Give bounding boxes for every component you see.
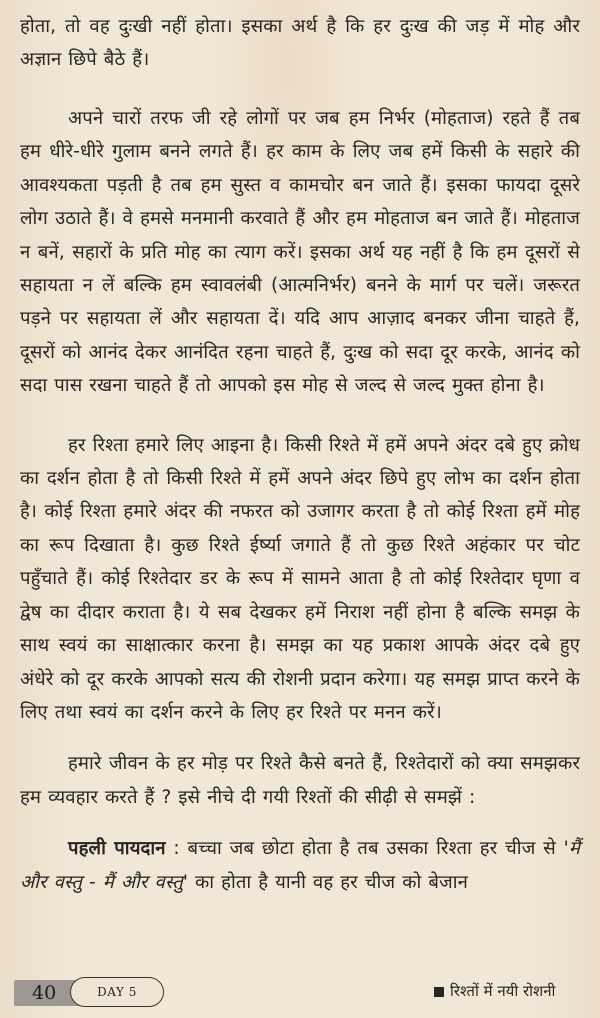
- chapter-title: रिश्तों में नयी रोशनी: [450, 982, 556, 1000]
- square-bullet-icon: [434, 987, 444, 997]
- body-text: [20, 10, 580, 899]
- day-badge: DAY 5: [70, 977, 164, 1007]
- paragraph-2: अपने चारों तरफ जी रहे लोगों पर जब हम निर्भर (मोहताज) रहते हैं तब हम धीरे-धीरे गुलाम बनने लगते हैं। हर काम के लिए जब हमें किसी के सहारे की आवश्यकता पड़ती है तब हम सुस्त व कामचोर बन जाते हैं। इसका फायदा दूसरे लोग उठाते हैं। वे हमसे मनमानी करवाते हैं और हम मोहताज बन जाते हैं। मोहताज न बनें, सहारों के प्रति मोह का त्याग करें। इसका अर्थ यह नहीं है कि हम दूसरों से सहायता न लें बल्कि हम स्वावलंबी (आत्मनिर्भर) बनने के मार्ग पर चलें। जरूरत पड़ने पर सहायता लें और सहायता दें। यदि आप आज़ाद बनकर जीना चाहते हैं, दूसरों को आनंद देकर आनंदित रहना चाहते हैं, दुःख को सदा दूर करके, आनंद को सदा पास रखना चाहते हैं तो आपको इस मोह से जल्द से जल्द मुक्त होना है।: [20, 108, 580, 397]
- paragraph-4: हमारे जीवन के हर मोड़ पर रिश्ते कैसे बनते हैं, रिश्तेदारों को क्या समझकर हम व्यवहार करते हैं ? इसे नीचे दी गयी रिश्तों की सीढ़ी से समझें :: [20, 753, 580, 808]
- paragraph-5: [20, 832, 580, 899]
- step-heading: पहली पायदान: [68, 838, 166, 860]
- step-text-1: : बच्चा जब छोटा होता है तब उसका रिश्ता हर चीज से: [165, 838, 564, 860]
- step-text-2: का होता है यानी वह हर चीज को बेजान: [188, 871, 468, 893]
- paragraph-1: होता, तो वह दुःखी नहीं होता। इसका अर्थ है कि हर दुःख की जड़ में मोह और अज्ञान छिपे बैठे हैं।: [20, 16, 580, 71]
- paragraph-3: हर रिश्ता हमारे लिए आइना है। किसी रिश्ते में हमें अपने अंदर दबे हुए क्रोध का दर्शन होता है तो किसी रिश्ते में हमें अपने अंदर छिपे हुए लोभ का दर्शन होता है। कोई रिश्ता हमारे अंदर की नफरत को उजागर करता है तो कोई रिश्ता हमें मोह का रूप दिखाता है। कुछ रिश्ते ईर्ष्या जगाते हैं तो कुछ रिश्ते अहंकार पर चोट पहुँचाते हैं। कोई रिश्तेदार डर के रूप में सामने आता है तो कोई रिश्तेदार घृणा व द्वेष का दीदार कराता है। ये सब देखकर हमें निराश नहीं होना है बल्कि समझ के साथ स्वयं का साक्षात्कार करना है। समझ का यह प्रकाश आपके अंदर दबे हुए अंधेरे को दूर करके आपको सत्य की रोशनी प्रदान करेगा। यह समझ प्राप्त करने के लिए तथा स्वयं का दर्शन करने के लिए हर रिश्ते पर मनन करें।: [20, 434, 580, 723]
- page-footer: [0, 976, 600, 1008]
- step-quote: 'मैं और वस्तु - मैं और वस्तु': [20, 838, 580, 893]
- page-number: 40: [32, 982, 57, 1004]
